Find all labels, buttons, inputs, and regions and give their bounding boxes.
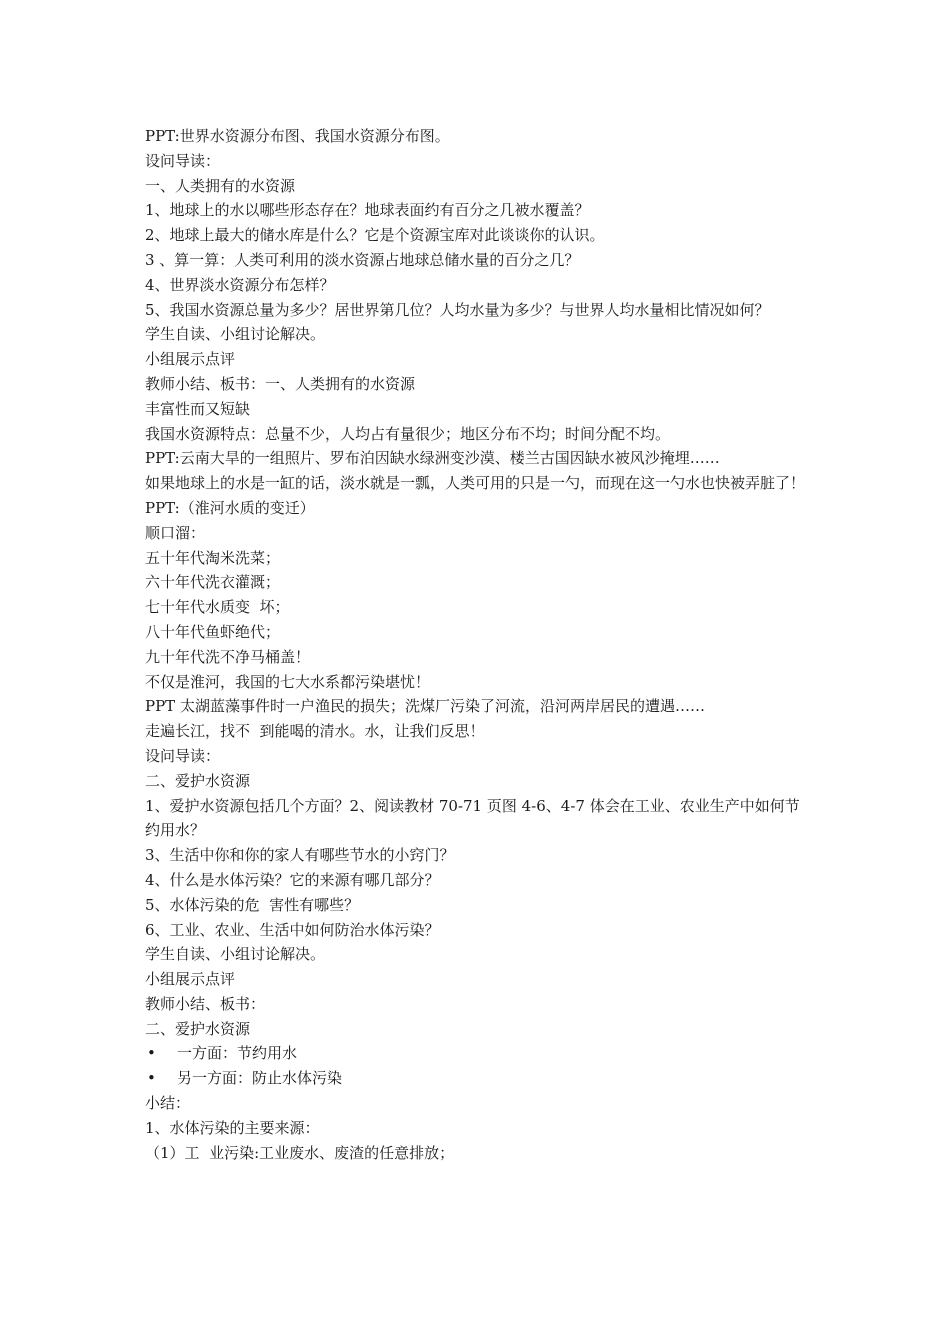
text-line: 如果地球上的水是一缸的话，淡水就是一瓢，人类可用的只是一勺，而现在这一勺水也快被弄脏了！ (145, 474, 806, 493)
rhyme-line: 六十年代洗衣灌溉； (145, 573, 281, 592)
text-line: 学生自读、小组讨论解决。 (145, 945, 326, 964)
text-line: 小组展示点评 (145, 970, 236, 989)
rhyme-line: 五十年代淘米洗菜； (145, 548, 281, 567)
text-line: 设问导读： (145, 746, 221, 765)
rhyme-line: 八十年代鱼虾绝代； (145, 622, 281, 641)
text-line: PPT:云南大旱的一组照片、罗布泊因缺水绿洲变沙漠、楼兰古国因缺水被风沙掩埋…… (145, 449, 720, 468)
question-line: 5、水体污染的危 害性有哪些？ (145, 895, 360, 914)
section-heading: 一、人类拥有的水资源 (145, 176, 296, 195)
question-line: 4、世界淡水资源分布怎样？ (145, 275, 335, 294)
text-line: 顺口溜： (145, 523, 206, 542)
question-line: 4、什么是水体污染？它的来源有哪几部分？ (145, 870, 440, 889)
text-line: 我国水资源特点：总量不少，人均占有量很少；地区分布不均；时间分配不均。 (145, 424, 671, 443)
bullet-text: 另一方面：防止水体污染 (177, 1069, 343, 1088)
text-line: （1）工 业污染:工业废水、废渣的任意排放； (145, 1143, 455, 1162)
question-line: 2、地球上最大的储水库是什么？它是个资源宝库对此谈谈你的认识。 (145, 226, 605, 245)
bullet-item (145, 1041, 810, 1066)
question-line: 6、工业、农业、生活中如何防治水体污染？ (145, 920, 440, 939)
rhyme-line: 七十年代水质变 坏； (145, 598, 290, 617)
text-line: 走遍长江，找不 到能喝的清水。水，让我们反思！ (145, 722, 485, 741)
rhyme-line: 九十年代洗不净马桶盖！ (145, 647, 311, 666)
document-body (145, 124, 810, 1165)
text-line: 小组展示点评 (145, 350, 236, 369)
text-line: 1、水体污染的主要来源： (145, 1118, 320, 1137)
bullet-text: 一方面：节约用水 (177, 1044, 298, 1063)
question-line: 5、我国水资源总量为多少？居世界第几位？人均水量为多少？与世界人均水量相比情况如何？ (145, 300, 770, 319)
section-heading: 二、爱护水资源 (145, 771, 251, 790)
text-line: 学生自读、小组讨论解决。 (145, 325, 326, 344)
question-line: 1、地球上的水以哪些形态存在？地球表面约有百分之几被水覆盖？ (145, 201, 590, 220)
text-line: PPT 太湖蓝藻事件时一户渔民的损失；洗煤厂污染了河流，沿河两岸居民的遭遇…… (145, 697, 705, 716)
bullet-marker: • (147, 1069, 156, 1088)
bullet-marker: • (147, 1044, 156, 1063)
question-line: 3、生活中你和你的家人有哪些节水的小窍门？ (145, 846, 455, 865)
section-heading: 二、爱护水资源 (145, 1019, 251, 1038)
text-line: 教师小结、板书：一、人类拥有的水资源 (145, 374, 416, 393)
text-line: PPT:（淮河水质的变迁） (145, 498, 315, 517)
question-line: 3 、算一算：人类可利用的淡水资源占地球总储水量的百分之几？ (145, 250, 580, 269)
bullet-item (145, 1066, 810, 1091)
text-line: 教师小结、板书： (145, 994, 266, 1013)
text-line: 小结： (145, 1094, 191, 1113)
question-line: 1、爱护水资源包括几个方面？2、阅读教材 70-71 页图 4-6、4-7 体会在工业、农业生产中如何节约用水？ (145, 796, 800, 840)
text-line: 不仅是淮河，我国的七大水系都污染堪忧！ (145, 672, 431, 691)
text-line: 丰富性而又短缺 (145, 399, 251, 418)
text-line: 设问导读： (145, 151, 221, 170)
text-line: PPT:世界水资源分布图、我国水资源分布图。 (145, 127, 450, 145)
